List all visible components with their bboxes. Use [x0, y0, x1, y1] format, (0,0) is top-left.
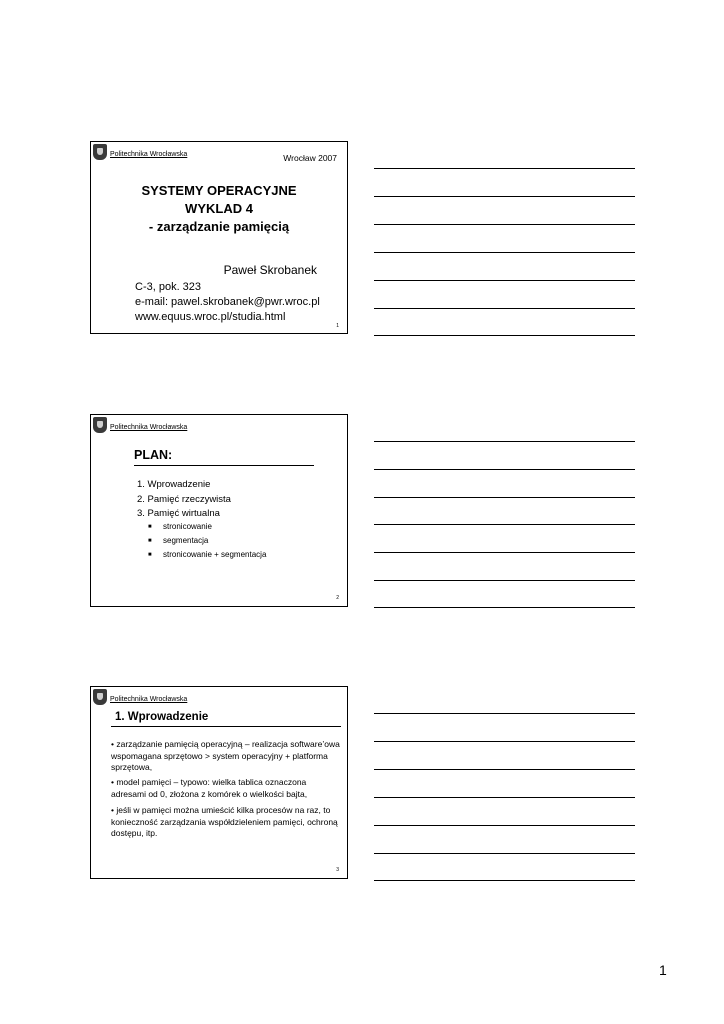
- square-bullet-icon: ■: [148, 552, 152, 558]
- office-line: C-3, pok. 323: [135, 281, 202, 293]
- slide-heading: PLAN:: [134, 448, 173, 462]
- note-line: [374, 196, 635, 197]
- sublist-item: ■ segmentacja: [148, 534, 266, 548]
- note-line: [374, 168, 635, 169]
- list-item: 1. Wprowadzenie: [137, 479, 211, 490]
- note-line: [374, 469, 635, 470]
- heading-rule: [134, 465, 314, 466]
- paragraph: • zarządzanie pamięcią operacyjną – realizacja software’owa wspomagana sprzętowo > system operacyjny + platforma sprzętowa,: [111, 739, 340, 772]
- author-name: Paweł Skrobanek: [223, 263, 317, 277]
- note-line: [374, 797, 635, 798]
- title-line: - zarządzanie pamięcią: [148, 219, 290, 234]
- note-line: [374, 580, 635, 581]
- university-logo-icon: [93, 144, 107, 160]
- note-line: [374, 252, 635, 253]
- square-bullet-icon: ■: [148, 524, 152, 530]
- slide-page-number: 1: [336, 323, 339, 329]
- title-line: WYKLAD 4: [185, 201, 253, 216]
- note-line: [374, 825, 635, 826]
- plan-sublist: [148, 520, 266, 562]
- plan-list: [137, 478, 231, 522]
- slide-heading: 1. Wprowadzenie: [115, 711, 209, 723]
- note-line: [374, 713, 635, 714]
- note-line: [374, 524, 635, 525]
- note-line: [374, 497, 635, 498]
- university-logo-icon: [93, 689, 107, 705]
- university-name: Politechnika Wrocławska: [110, 151, 188, 158]
- note-line: [374, 853, 635, 854]
- note-line: [374, 880, 635, 881]
- square-bullet-icon: ■: [148, 538, 152, 544]
- slide-1: [90, 141, 348, 334]
- sublist-item: ■ stronicowanie: [148, 520, 266, 534]
- slide-page-number: 3: [336, 867, 339, 873]
- note-line: [374, 224, 635, 225]
- list-item: 3. Pamięć wirtualna: [137, 508, 220, 519]
- note-line: [374, 335, 635, 336]
- note-line: [374, 769, 635, 770]
- slide-title: [91, 182, 347, 236]
- university-name: Politechnika Wrocławska: [110, 424, 188, 431]
- paragraph: • jeśli w pamięci można umieścić kilka procesów na raz, to konieczność zarządzania współdzieleniem pamięci, ochroną dostępu, itp.: [111, 805, 338, 838]
- slide-3: [90, 686, 348, 879]
- university-name: Politechnika Wrocławska: [110, 696, 188, 703]
- note-line: [374, 441, 635, 442]
- paragraph: • model pamięci – typowo: wielka tablica oznaczona adresami od 0, złożona z komórek o wielkości bajta,: [111, 777, 308, 799]
- university-logo-icon: [93, 417, 107, 433]
- heading-rule: [111, 726, 341, 727]
- document-page-number: 1: [659, 962, 667, 978]
- note-line: [374, 552, 635, 553]
- note-line: [374, 308, 635, 309]
- contact-info: [135, 280, 320, 325]
- note-line: [374, 280, 635, 281]
- slide-date: Wrocław 2007: [283, 153, 337, 163]
- website-line: www.equus.wroc.pl/studia.html: [135, 311, 286, 323]
- slide-page-number: 2: [336, 595, 339, 601]
- note-line: [374, 607, 635, 608]
- title-line: SYSTEMY OPERACYJNE: [141, 183, 297, 198]
- sublist-item: ■ stronicowanie + segmentacja: [148, 548, 266, 562]
- slide-2: [90, 414, 348, 607]
- note-line: [374, 741, 635, 742]
- list-item: 2. Pamięć rzeczywista: [137, 493, 231, 505]
- email-line: e-mail: pawel.skrobanek@pwr.wroc.pl: [135, 296, 320, 308]
